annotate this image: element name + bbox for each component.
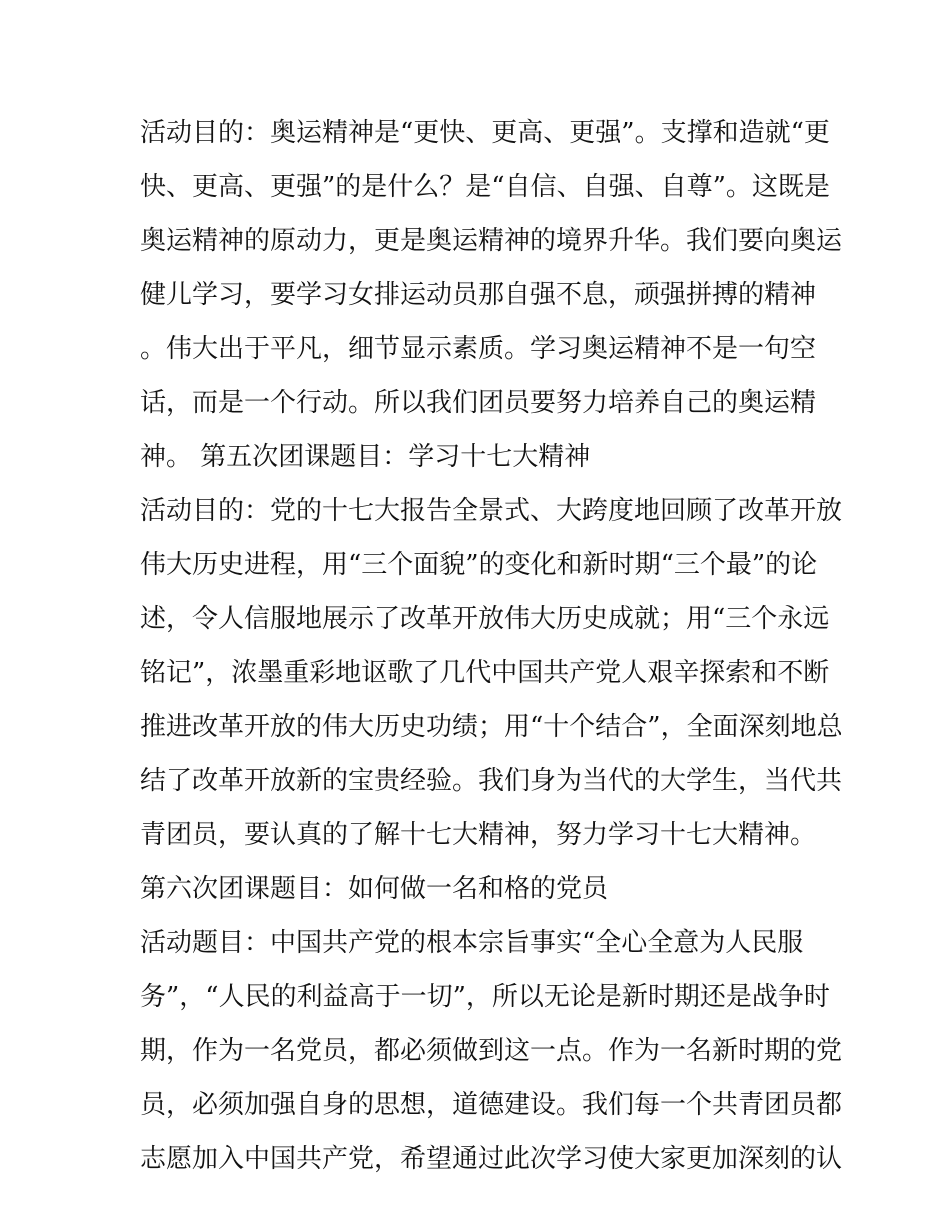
text-line-7: 神。 第五次团课题目：学习十七大精神 <box>140 442 591 472</box>
text-line-11: 铭记”，浓墨重彩地讴歌了几代中国共产党人艰辛探索和不断 <box>140 658 830 688</box>
text-line-18: 期，作为一名党员，都必须做到这一点。作为一名新时期的党 <box>140 1036 843 1066</box>
text-line-1: 活动目的：奥运精神是“更快、更高、更强”。支撑和造就“更 <box>140 118 830 148</box>
text-line-2: 快、更高、更强”的是什么？是“自信、自强、自尊”。这既是 <box>140 172 830 202</box>
text-line-15: 第六次团课题目：如何做一名和格的党员 <box>140 874 609 904</box>
text-line-3: 奥运精神的原动力，更是奥运精神的境界升华。我们要向奥运 <box>140 226 843 256</box>
text-line-16: 活动题目：中国共产党的根本宗旨事实“全心全意为人民服 <box>140 928 804 958</box>
text-line-19: 员，必须加强自身的思想，道德建设。我们每一个共青团员都 <box>140 1090 843 1120</box>
text-line-10: 述，令人信服地展示了改革开放伟大历史成就；用“三个永远 <box>140 604 830 634</box>
text-line-9: 伟大历史进程，用“三个面貌”的变化和新时期“三个最”的论 <box>140 550 818 580</box>
text-line-8: 活动目的：党的十七大报告全景式、大跨度地回顾了改革开放 <box>140 496 843 526</box>
text-line-20: 志愿加入中国共产党，希望通过此次学习使大家更加深刻的认 <box>140 1144 843 1174</box>
text-line-12: 推进改革开放的伟大历史功绩；用“十个结合”，全面深刻地总 <box>140 712 843 742</box>
body-text <box>140 106 843 1186</box>
text-line-4: 健儿学习，要学习女排运动员那自强不息，顽强拼搏的精神 <box>140 280 817 310</box>
text-line-6: 话，而是一个行动。所以我们团员要努力培养自己的奥运精 <box>140 388 817 418</box>
text-line-5: 。伟大出于平凡，细节显示素质。学习奥运精神不是一句空 <box>140 334 817 364</box>
text-line-17: 务”，“人民的利益高于一切”，所以无论是新时期还是战争时 <box>140 982 830 1012</box>
text-line-14: 青团员，要认真的了解十七大精神，努力学习十七大精神。 <box>140 820 817 850</box>
text-line-13: 结了改革开放新的宝贵经验。我们身为当代的大学生，当代共 <box>140 766 843 796</box>
